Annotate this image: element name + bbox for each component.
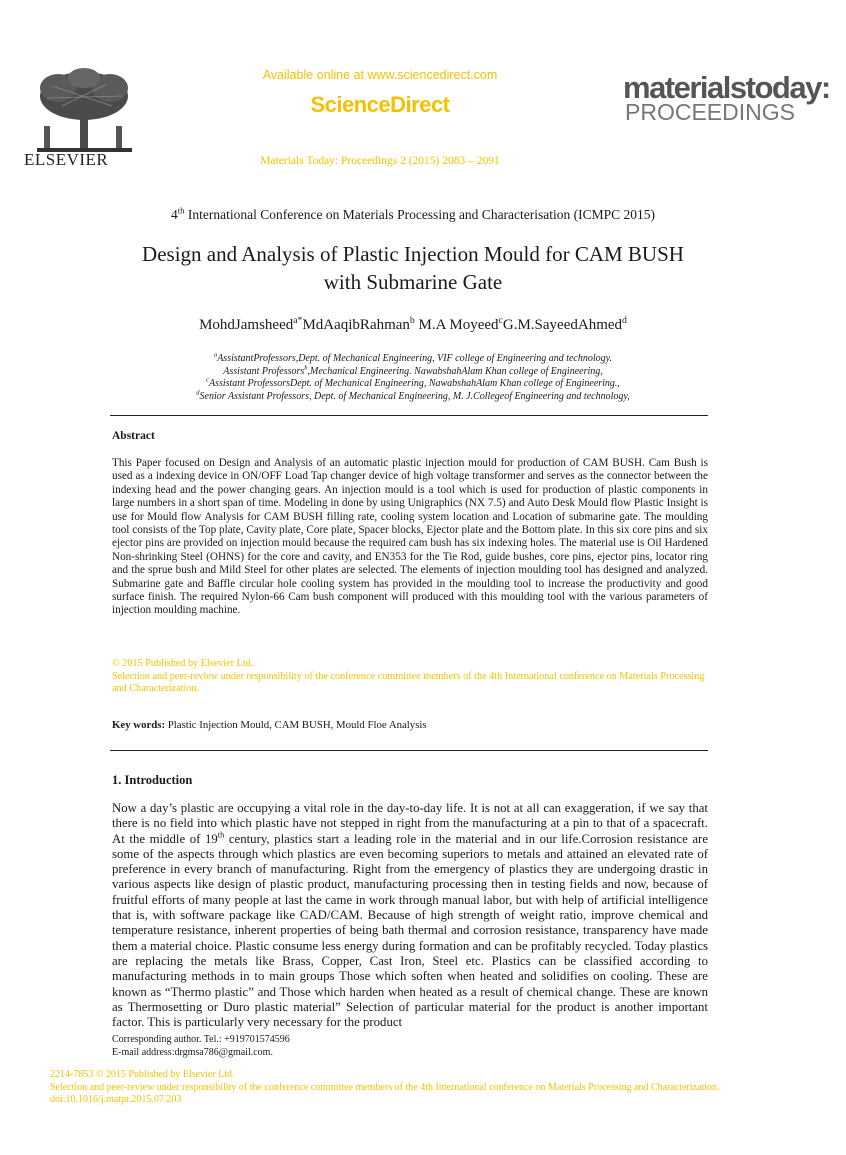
conference-ordinal: 4 bbox=[170, 207, 178, 222]
intro-text-part1: Now a day’s plastic are occupying a vital role in the day-to-day life. It is not at all can exaggeration, if we say that there is no field into which plastic have not stepped in right from the manufacturing at a pin to that of a spacecraft. At the middle of 19 bbox=[112, 801, 708, 846]
journal-reference: Materials Today: Proceedings 2 (2015) 2083 – 2091 bbox=[260, 155, 500, 167]
affiliation-line bbox=[80, 366, 746, 379]
corresponding-author: Corresponding author. Tel.: +919701574596 bbox=[112, 1034, 290, 1045]
affiliation-mark: b bbox=[304, 364, 308, 372]
top-divider bbox=[110, 415, 708, 416]
affiliation-mark: d bbox=[196, 389, 200, 397]
intro-body bbox=[112, 801, 708, 1030]
intro-text-part2: century, plastics start a leading role in the material and in our life.Corrosion resistance are some of the aspects through which plastics are even becoming superiors to metals and attained an elevated rate of preference in every branch of manufacturing. Right from the emergency of plastics they are undergoing drastic in various aspects like design of plastic product, manufacturing processing then in testing fields and now, because of fruitful efforts of many people at last the came in work through manual labor, but with help of artificial intelligence that is, with software package like CAD/CAM. Because of high strength of weight ratio, improve chemical and temperature resistance, inherent properties of being bath thermal and corrosion resistance, transparency have made them a material choice. Plastic consume less energy during formation and can be profitably recycled. Today plastics are replacing the metals like Brass, Copper, Cast Iron, Steel etc. Plastics can be classified according to manufacturing methods in to main groups Those which soften when heated and solidifies on cooling. These are known as “Thermo plastic” and Those which harden when heated as a result of chemical change. These are known as Thermosetting or Duro plastic material” Selection of particular material for the product is another important factor. This is particularly very necessary for the product bbox=[112, 831, 708, 1030]
peer-review-line: Selection and peer-review under responsibility of the conference committee members of the 4th International conference on Materials Processing and Characterization. bbox=[112, 670, 705, 694]
author-name: G.M.SayeedAhmed bbox=[502, 317, 623, 333]
title-line-2: with Submarine Gate bbox=[323, 270, 503, 294]
abstract-copyright bbox=[112, 658, 708, 696]
brand-line-1: materialstoday: bbox=[623, 70, 830, 105]
page-footer bbox=[50, 1069, 730, 1107]
affiliation-line bbox=[80, 353, 746, 366]
abstract-heading: Abstract bbox=[112, 430, 155, 442]
intro-superscript: th bbox=[217, 830, 225, 840]
affiliation-mark: a bbox=[213, 351, 218, 359]
author-list bbox=[80, 317, 746, 334]
keywords-text: Plastic Injection Mould, CAM BUSH, Mould Floe Analysis bbox=[165, 719, 427, 731]
copyright-line: © 2015 Published by Elsevier Ltd. bbox=[112, 658, 254, 669]
author-name: M.A Moyeed bbox=[414, 317, 499, 333]
publisher-name: ELSEVIER bbox=[24, 150, 109, 169]
footer-doi[interactable]: doi:10.1016/j.matpr.2015.07.203 bbox=[50, 1094, 182, 1105]
keywords-label: Key words: bbox=[112, 719, 166, 731]
affiliation-prefix: Assistant Professors bbox=[223, 365, 305, 377]
corresponding-email[interactable]: E-mail address:drgmsa786@gmail.com. bbox=[112, 1046, 273, 1058]
intro-heading: 1. Introduction bbox=[112, 773, 193, 787]
affiliation-line bbox=[80, 391, 746, 404]
affiliation-mark: c bbox=[206, 376, 209, 384]
conference-name bbox=[80, 207, 746, 223]
materials-today-logo bbox=[623, 70, 830, 132]
affiliation-line bbox=[80, 378, 746, 391]
paper-title bbox=[80, 240, 746, 296]
affiliation-text: Assistant ProfessorsDept. of Mechanical Engineering, NawabshahAlam Khan college of Engineering., bbox=[208, 378, 620, 389]
bottom-divider bbox=[110, 750, 708, 751]
author-mark: a* bbox=[293, 315, 303, 326]
abstract-body: This Paper focused on Design and Analysis of an automatic plastic injection mould for production of CAM BUSH. Cam Bush is used as a indexing device in ON/OFF Load Tap changer device of high voltage transformer and serves as the connector between the indexing head and the power changing gears. An injection mould is a tool which is used for production of plastic components in large numbers in a short span of time. Modeling in done by using Unigraphics (NX 7.5) and Auto Desk Mould flow Plastic Insight is use for Mould flow Analysis for CAM BUSH filling rate, cooling system location and Location of submarine gate. The moulding tool consists of the Top plate, Cavity plate, Core plate, Spacer blocks, Ejector plate and the Bottom plate. In this six core pins and six ejector pins are provided on injection mould because the required cam bush has six indexing holes. The material use is Oil Hardened Non-shrinking Steel (OHNS) for the core and cavity, and EN353 for the Tie Rod, guide bushes, core pins, ejector pins, locator ring and the sprue bush and Mild Steel for other plates are selected. The elements of injection moulding tool has designed and analyzed. Submarine gate and Baffle circular hole cooling system has provided in the moulding tool to increase the productivity and good surface finish. The required Nylon-66 Cam bush component will produced with this moulding tool with the various parameters of injection moulding machine. bbox=[112, 457, 708, 617]
conference-ordinal-suffix: th bbox=[177, 205, 185, 216]
author-name: MohdJamsheed bbox=[199, 317, 294, 333]
author-name: MdAaqibRahman bbox=[302, 317, 410, 333]
footer-issn: 2214-7853 © 2015 Published by Elsevier Ltd. bbox=[50, 1069, 235, 1080]
title-line-1: Design and Analysis of Plastic Injection Mould for CAM BUSH bbox=[142, 242, 684, 266]
available-online-link[interactable]: Available online at www.sciencedirect.com bbox=[262, 68, 498, 82]
keywords bbox=[112, 719, 708, 731]
affiliation-text: ,Mechanical Engineering. NawabshahAlam Khan college of Engineering, bbox=[307, 365, 603, 377]
affiliation-text: Senior Assistant Professors, Dept. of Mechanical Engineering, M. J.Collegeof Engineering and technology, bbox=[199, 390, 630, 402]
conference-title: International Conference on Materials Processing and Characterisation (ICMPC 2015) bbox=[184, 207, 656, 222]
footer-selection: Selection and peer-review under responsibility of the conference committee members of the 4th International conference on Materials Processing and Characterization. bbox=[50, 1081, 720, 1093]
author-mark: b bbox=[409, 315, 415, 326]
affiliation-text: AssistantProfessors,Dept. of Mechanical Engineering, VIF college of Engineering and technology. bbox=[217, 353, 613, 364]
author-mark: d bbox=[622, 315, 627, 326]
author-mark: c bbox=[498, 315, 503, 326]
sciencedirect-logo-text: ScienceDirect bbox=[310, 92, 450, 117]
brand-line-2: PROCEEDINGS bbox=[625, 99, 795, 125]
correspondence bbox=[112, 1034, 708, 1059]
affiliations bbox=[80, 353, 746, 403]
